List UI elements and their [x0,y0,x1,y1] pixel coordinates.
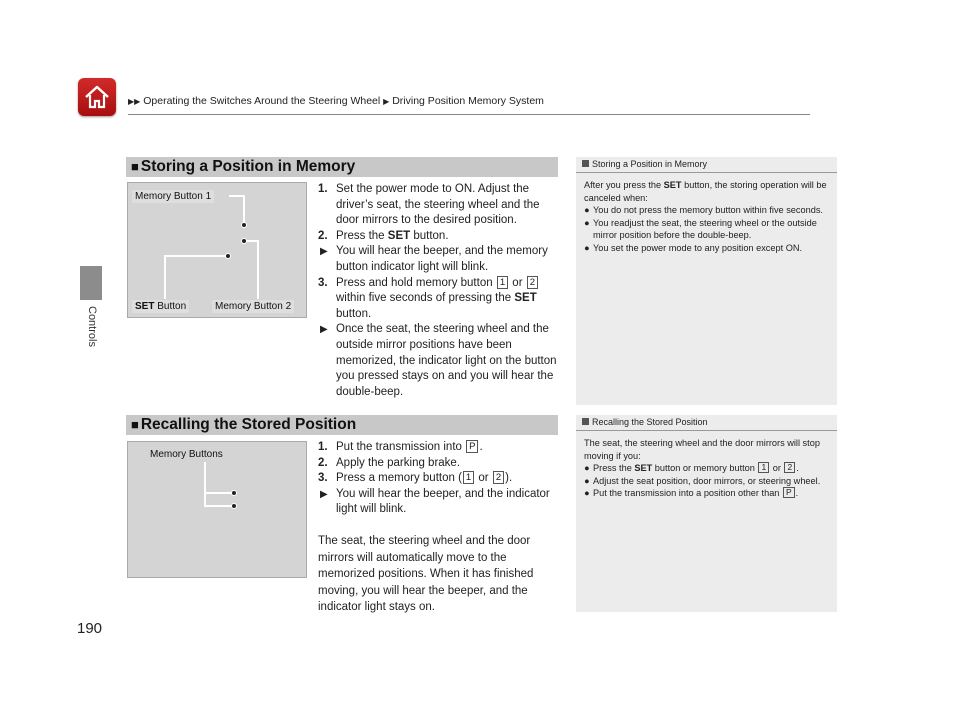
memory-key-2: 2 [493,471,504,484]
step-result: ▶ You will hear the beeper, and the memory button indicator light will blink. [320,245,548,273]
recall-paragraph: The seat, the steering wheel and the door mirrors will automatically move to the memorized positions. When it has finished moving, you will hear the beeper, and the indicator light stays on. [318,535,534,613]
step-item: 2. Press the SET button. [318,229,449,242]
result-arrow-icon: ▶ [320,324,328,336]
photo-callout-lines [128,183,307,318]
breadcrumb [128,95,544,107]
step-result: ▶ Once the seat, the steering wheel and the outside mirror positions have been memorized, the indicator light on the button you pressed stays on and you will hear the double-beep. [320,323,557,398]
breadcrumb-arrow-icon: ▶▶ [128,97,141,106]
step-result: ▶ You will hear the beeper, and the indicator light will blink. [320,487,550,516]
note-bullet: ● Put the transmission into a position other than P . [584,487,799,499]
label-memory-button-2: Memory Button 2 [212,300,294,313]
header-divider [128,114,810,115]
bullet-icon: ● [584,205,590,216]
memory-key-1: 1 [463,471,474,484]
note-title: Storing a Position in Memory [576,157,837,173]
memory-buttons-recall-photo [127,441,307,578]
bullet-icon: ● [584,217,590,228]
note-body: After you press the SET button, the storing operation will be canceled when: ● You do not press the memory button within five seconds. ● You readjust the seat, the steering wheel or the outside mirror position before the double-beep. ● You set the power mode to any position except ON. [584,180,827,253]
bullet-icon: ● [584,488,590,499]
step-item: 2. Apply the parking brake. [318,456,461,469]
step-item: 3. Press and hold memory button 1 or 2 within five seconds of pressing the SET button. [318,276,537,320]
note-recalling [576,415,837,612]
memory-key-1: 1 [497,276,508,289]
note-icon [582,418,589,425]
note-bullet: ● Adjust the seat position, door mirrors, or steering wheel. [584,475,821,486]
note-icon [582,160,589,167]
bullet-icon: ● [584,463,590,474]
home-icon [83,83,111,111]
result-arrow-icon: ▶ [320,488,328,500]
section-header-storing [126,157,558,177]
square-icon: ■ [131,417,139,432]
section-title: Recalling the Stored Position [140,416,357,433]
bullet-icon: ● [584,242,590,253]
photo-callout-lines [128,442,307,578]
result-arrow-icon: ▶ [320,246,328,258]
section-header-recalling [126,415,558,435]
note-storing [576,157,837,405]
label-set-button: SET Button [132,300,189,313]
breadcrumb-arrow-icon: ▶ [383,97,390,106]
bullet-icon: ● [584,475,590,486]
recalling-steps [318,440,563,518]
label-memory-buttons: Memory Buttons [150,449,223,460]
step-item: 3. Press a memory button ( 1 or 2 ). [318,472,513,485]
note-bullet: ● Press the SET button or memory button 1 or 2 . [584,462,799,474]
note-bullet: ● You set the power mode to any position except ON. [584,242,803,253]
home-button[interactable] [78,78,116,116]
step-item: 1. Set the power mode to ON. Adjust the driver’s seat, the steering wheel and the door mirrors to the desired position. [318,183,540,227]
memory-key-2: 2 [527,276,538,289]
note-bullet: ● You do not press the memory button within five seconds. [584,205,823,216]
square-icon: ■ [131,159,139,174]
chapter-tab [80,266,102,300]
breadcrumb-current: Driving Position Memory System [392,95,544,107]
label-memory-button-1: Memory Button 1 [132,190,214,203]
page-number: 190 [77,620,103,637]
chapter-label: Controls [86,306,98,347]
section-title: Storing a Position in Memory [140,158,356,175]
note-body: The seat, the steering wheel and the door mirrors will stop moving if you: ● Press the SET button or memory button 1 or 2 . ● Adjust the seat position, door mirrors, or steering wheel. ● Put the transmission into a position other than P . [576,431,837,504]
step-item: 1. Put the transmission into P . [318,441,483,453]
memory-buttons-photo [127,182,307,318]
note-title: Recalling the Stored Position [576,415,837,431]
storing-steps [318,182,563,400]
breadcrumb-link-switches[interactable]: Operating the Switches Around the Steering Wheel [143,95,381,107]
note-bullet: ● You readjust the seat, the steering wheel or the outside mirror position before the double-beep. [584,217,817,241]
park-key: P [466,440,478,453]
